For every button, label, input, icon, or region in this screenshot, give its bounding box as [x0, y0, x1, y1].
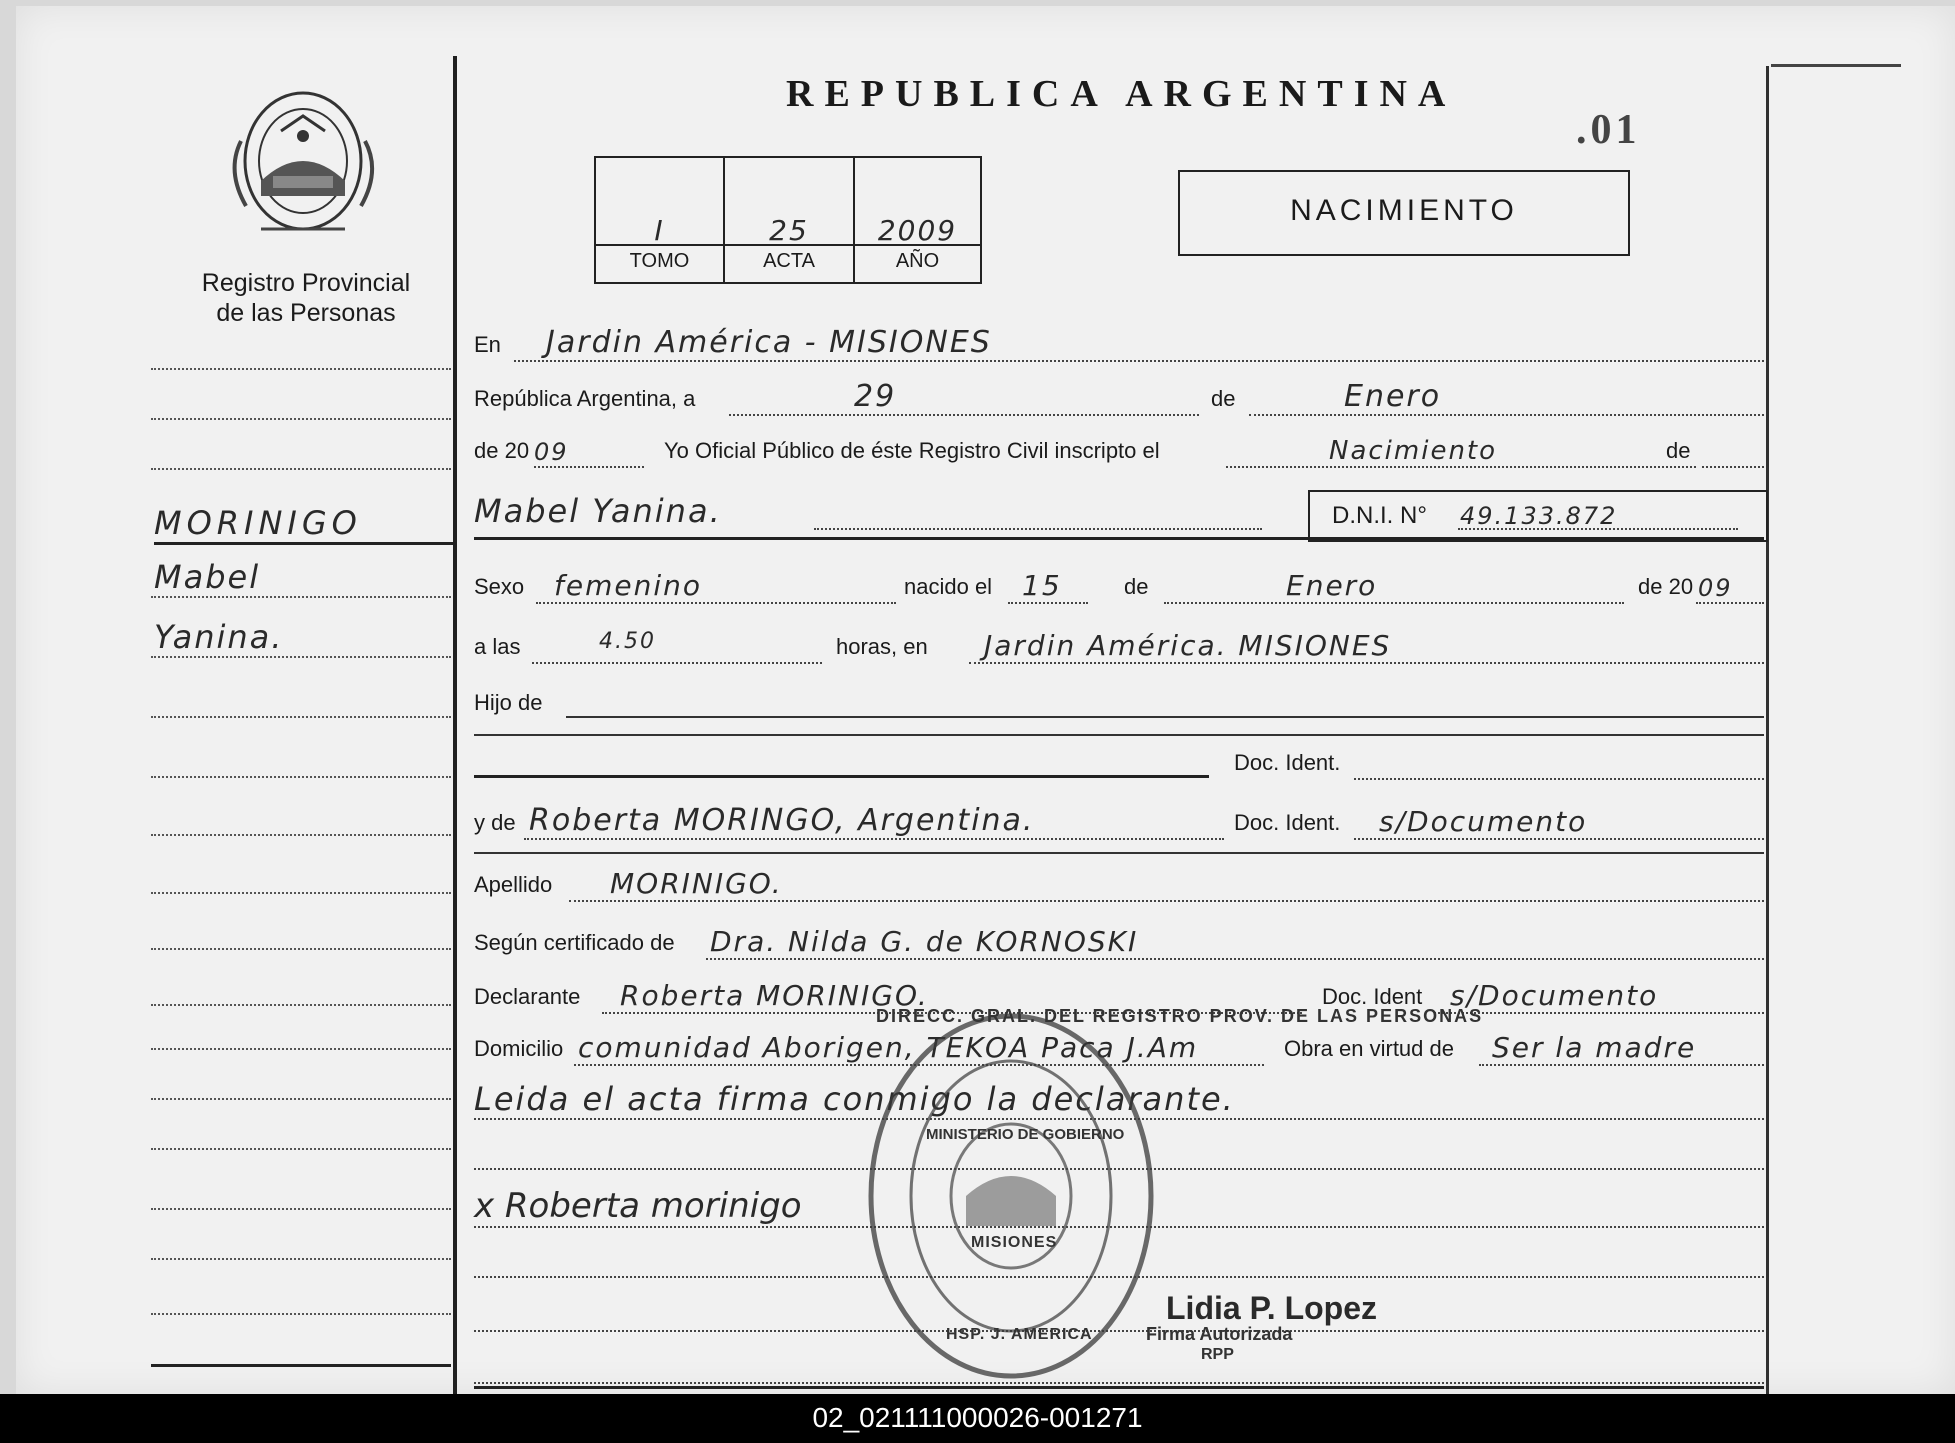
document-type-box [1178, 170, 1630, 256]
mother-value: Roberta MORINGO, Argentina. [529, 803, 1035, 838]
left-blank-line [151, 890, 451, 894]
left-blank-line [151, 1096, 451, 1100]
declarante-doc-value: s/Documento [1450, 979, 1659, 1012]
bottom-rule [474, 1386, 1764, 1389]
nacido-month: Enero [1286, 569, 1378, 602]
row-father-doc [474, 742, 1764, 782]
left-surname: MORINIGO [154, 504, 454, 545]
de-label: de [1211, 386, 1236, 411]
year-prefix-label: de 20 [474, 438, 530, 463]
left-blank-line [151, 832, 451, 836]
certificate-sheet [16, 6, 1955, 1394]
row-name-dni [474, 484, 1764, 540]
stamp-bottom-text: HSP. J. AMERICA [946, 1326, 1093, 1343]
left-blank-line [151, 416, 451, 420]
row-sex-birth [474, 566, 1764, 606]
nacido-year: 09 [1698, 574, 1733, 602]
stamp-ring-text: DIRECC. GRAL. DEL REGISTRO PROV. DE LAS PERSONAS [876, 1006, 1484, 1026]
tomo-value: I [654, 214, 665, 247]
official-name: Lidia P. Lopez [1166, 1290, 1377, 1326]
reference-table [594, 156, 982, 284]
domicilio-label: Domicilio [474, 1036, 564, 1061]
de-label-2: de [1666, 438, 1691, 463]
obra-value: Ser la madre [1492, 1031, 1697, 1064]
day-value: 29 [854, 379, 897, 414]
dni-value: 49.133.872 [1460, 502, 1618, 530]
left-blank-line [151, 1256, 451, 1260]
row-official [474, 430, 1764, 470]
right-border [1766, 66, 1769, 1394]
en-label: En [474, 332, 501, 357]
inscripto-value: Nacimiento [1329, 436, 1498, 466]
left-blank-line [151, 654, 451, 658]
ano-label: AÑO [895, 250, 940, 272]
scan-code: 02_021111000026-001271 [812, 1402, 1143, 1433]
scan-footer [0, 1394, 1955, 1443]
left-column [16, 6, 461, 1394]
column-divider [453, 56, 457, 1394]
left-blank-line [151, 946, 451, 950]
row-surname [474, 864, 1764, 904]
top-corner-rule [1771, 64, 1901, 67]
province-seal-icon [221, 81, 386, 246]
serial-number: .01 [1576, 107, 1641, 153]
dni-label: D.N.I. N° [1332, 502, 1427, 529]
ano-value: 2009 [877, 214, 958, 247]
declarant-signature: x Roberta morinigo [474, 1186, 802, 1226]
yde-label: y de [474, 810, 516, 835]
left-blank-line [151, 1206, 451, 1210]
sexo-value: femenino [554, 569, 702, 602]
left-blank-line [151, 1311, 451, 1315]
declarante-label: Declarante [474, 984, 581, 1009]
left-blank-line [151, 1146, 451, 1150]
year-value: 09 [534, 438, 569, 466]
document-type: NACIMIENTO [1290, 194, 1518, 227]
father-doc-label: Doc. Ident. [1234, 750, 1341, 775]
sexo-label: Sexo [474, 574, 525, 599]
nacido-day: 15 [1022, 569, 1062, 602]
office-line-2: de las Personas [216, 299, 396, 327]
de-label-3: de [1124, 574, 1149, 599]
row-mother [474, 802, 1764, 842]
mother-doc-label: Doc. Ident. [1234, 810, 1341, 835]
left-blank-line [151, 466, 451, 470]
leida-value: Leida el acta firma conmigo la declarante. [474, 1080, 1235, 1118]
hijo-label: Hijo de [474, 690, 543, 715]
segun-label: Según certificado de [474, 930, 675, 955]
declarante-doc-label: Doc. Ident [1322, 984, 1423, 1009]
acta-label: ACTA [763, 250, 815, 272]
hour-value: 4.50 [599, 629, 656, 654]
name-value: Mabel Yanina. [474, 492, 722, 530]
left-blank-line [151, 1046, 451, 1050]
row-date [474, 378, 1764, 418]
alas-label: a las [474, 634, 521, 659]
declarante-value: Roberta MORINIGO. [620, 979, 929, 1012]
office-line-1: Registro Provincial [201, 269, 411, 297]
row-time-place [474, 626, 1764, 666]
country-heading: REPUBLICA ARGENTINA [786, 73, 1457, 115]
left-given-name-2: Yanina. [154, 618, 284, 656]
left-blank-line [151, 774, 451, 778]
oficial-label: Yo Oficial Público de éste Registro Civil inscripto el [664, 438, 1160, 463]
apellido-label: Apellido [474, 872, 553, 897]
nacido-year-prefix: de 20 [1638, 574, 1694, 599]
dni-box [1308, 490, 1768, 542]
stamp-inner-text: MINISTERIO DE GOBIERNO [926, 1126, 1125, 1143]
obra-label: Obra en virtud de [1284, 1036, 1454, 1061]
left-blank-line [151, 1002, 451, 1006]
republica-label: República Argentina, a [474, 386, 696, 411]
left-blank-line [151, 594, 451, 598]
apellido-value: MORINIGO. [610, 867, 783, 900]
segun-value: Dra. Nilda G. de KORNOSKI [710, 925, 1139, 958]
tomo-label: TOMO [629, 250, 690, 272]
birth-place-value: Jardin América. MISIONES [984, 629, 1392, 662]
place-value: Jardin América - MISIONES [546, 325, 992, 360]
official-office: RPP [1201, 1346, 1234, 1363]
left-blank-line [151, 714, 451, 718]
domicilio-value: comunidad Aborigen, TEKOA Paca J.Am [578, 1031, 1199, 1064]
left-blank-line [151, 366, 451, 370]
row-place [474, 324, 1764, 364]
horas-label: horas, en [836, 634, 928, 659]
acta-value: 25 [769, 214, 809, 247]
left-bottom-rule [151, 1364, 451, 1367]
row-certificate [474, 922, 1764, 962]
official-title: Firma Autorizada [1146, 1324, 1293, 1344]
mother-doc-value: s/Documento [1379, 805, 1588, 838]
nacido-label: nacido el [904, 574, 993, 599]
month-value: Enero [1344, 379, 1442, 414]
registry-office-name [186, 268, 426, 328]
row-father [474, 682, 1764, 722]
stamp-center-text: MISIONES [971, 1234, 1058, 1251]
left-given-name-1: Mabel [154, 558, 261, 596]
